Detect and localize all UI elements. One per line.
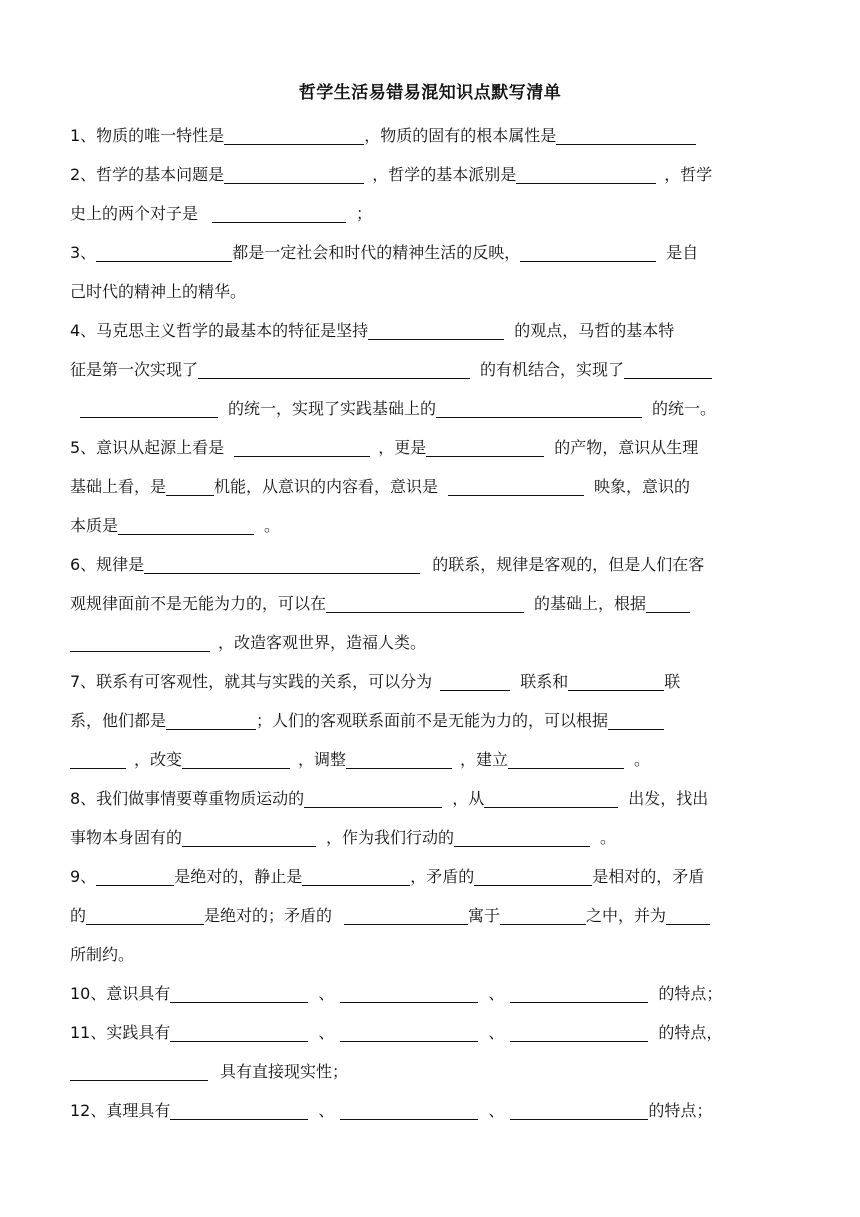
text-segment: ，改变 [134, 750, 183, 769]
answer-blank[interactable] [340, 1021, 478, 1042]
text-segment: 出发，找出 [628, 789, 709, 808]
answer-blank[interactable] [86, 904, 204, 925]
text-segment: 的联系，规律是客观的，但是人们在客 [432, 555, 705, 574]
question-1-line-1 [70, 116, 792, 155]
answer-blank[interactable] [666, 904, 710, 925]
answer-blank[interactable] [234, 436, 370, 457]
text-segment: 寓于 [468, 906, 501, 925]
answer-blank[interactable] [500, 904, 586, 925]
text-segment: ；人们的客观联系面前不是无能为力的，可以根据 [256, 711, 609, 730]
answer-blank[interactable] [510, 1021, 648, 1042]
text-segment: ，更是 [378, 438, 427, 457]
answer-blank[interactable] [326, 592, 524, 613]
text-segment: 10、意识具有 [70, 984, 171, 1003]
answer-blank[interactable] [508, 748, 624, 769]
answer-blank[interactable] [80, 397, 218, 418]
question-6-line-2 [70, 584, 792, 623]
question-5-line-2 [70, 467, 792, 506]
answer-blank[interactable] [568, 670, 664, 691]
answer-blank[interactable] [304, 787, 442, 808]
text-segment: 的观点，马哲的基本特 [514, 321, 675, 340]
text-segment: 是绝对的；矛盾的 [204, 906, 333, 925]
answer-blank[interactable] [96, 865, 174, 886]
answer-blank[interactable] [198, 358, 470, 379]
worksheet-body [70, 116, 792, 1130]
answer-blank[interactable] [510, 1099, 648, 1120]
answer-blank[interactable] [440, 670, 510, 691]
text-segment: 是自 [666, 243, 699, 262]
question-7-line-1 [70, 662, 792, 701]
text-segment: 11、实践具有 [70, 1023, 171, 1042]
text-segment: 8、我们做事情要尊重物质运动的 [70, 789, 305, 808]
answer-blank[interactable] [170, 982, 308, 1003]
answer-blank[interactable] [646, 592, 690, 613]
text-segment: 。 [634, 750, 651, 769]
text-segment: 之中，并为 [586, 906, 667, 925]
text-segment: 史上的两个对子是 [70, 204, 199, 223]
answer-blank[interactable] [368, 319, 504, 340]
text-segment: 3、 [70, 243, 97, 262]
answer-blank[interactable] [70, 748, 126, 769]
answer-blank[interactable] [340, 1099, 478, 1120]
question-9-line-2 [70, 896, 792, 935]
text-segment: 联系和 [520, 672, 569, 691]
text-segment: 5、意识从起源上看是 [70, 438, 225, 457]
answer-blank[interactable] [454, 826, 590, 847]
question-4-line-2 [70, 350, 792, 389]
question-12-line-1 [70, 1091, 792, 1130]
question-8-line-2 [70, 818, 792, 857]
text-segment: ，哲学的基本派别是 [372, 165, 517, 184]
answer-blank[interactable] [474, 865, 592, 886]
text-segment: 1、物质的唯一特性是 [70, 126, 225, 145]
answer-blank[interactable] [344, 904, 468, 925]
text-segment: 都是一定社会和时代的精神生活的反映， [232, 243, 521, 262]
text-segment: 。 [264, 516, 281, 535]
text-segment: 、 [488, 1023, 505, 1042]
text-segment: 的基础上，根据 [534, 594, 647, 613]
answer-blank[interactable] [448, 475, 584, 496]
question-2-line-2 [70, 194, 792, 233]
text-segment: 联 [664, 672, 681, 691]
answer-blank[interactable] [426, 436, 544, 457]
text-segment: 的 [70, 906, 87, 925]
text-segment: 所制约。 [70, 945, 135, 964]
text-segment: 本质是 [70, 516, 119, 535]
text-segment: 、 [488, 984, 505, 1003]
text-segment: ，建立 [460, 750, 509, 769]
answer-blank[interactable] [346, 748, 452, 769]
answer-blank[interactable] [166, 709, 256, 730]
text-segment: 机能，从意识的内容看，意识是 [214, 477, 439, 496]
text-segment: 。 [600, 828, 617, 847]
text-segment: 系，他们都是 [70, 711, 167, 730]
answer-blank[interactable] [118, 514, 254, 535]
answer-blank[interactable] [70, 1060, 208, 1081]
answer-blank[interactable] [510, 982, 648, 1003]
question-7-line-3 [70, 740, 792, 779]
text-segment: ，作为我们行动的 [326, 828, 455, 847]
text-segment: 映象，意识的 [594, 477, 691, 496]
answer-blank[interactable] [520, 241, 656, 262]
page-title: 哲学生活易错易混知识点默写清单 [298, 83, 562, 103]
answer-blank[interactable] [224, 124, 364, 145]
text-segment: 的统一，实现了实践基础上的 [228, 399, 437, 418]
text-segment: 6、规律是 [70, 555, 145, 574]
text-segment: 9、 [70, 867, 97, 886]
answer-blank[interactable] [182, 748, 290, 769]
answer-blank[interactable] [170, 1021, 308, 1042]
text-segment: ； [356, 204, 373, 223]
question-4-line-3 [70, 389, 792, 428]
text-segment: 己时代的精神上的精华。 [70, 282, 247, 301]
text-segment: 、 [318, 1101, 335, 1120]
text-segment: 是绝对的，静止是 [174, 867, 303, 886]
text-segment: 基础上看，是 [70, 477, 167, 496]
question-11-line-2 [70, 1052, 792, 1091]
question-9-line-3 [70, 935, 792, 974]
answer-blank[interactable] [182, 826, 316, 847]
question-9-line-1 [70, 857, 792, 896]
text-segment: 、 [318, 1023, 335, 1042]
text-segment: ，改造客观世界，造福人类。 [218, 633, 427, 652]
text-segment: 的特点， [658, 1023, 723, 1042]
answer-blank[interactable] [96, 241, 232, 262]
answer-blank[interactable] [484, 787, 618, 808]
text-segment: ，矛盾的 [410, 867, 475, 886]
text-segment: 的产物，意识从生理 [554, 438, 699, 457]
question-8-line-1 [70, 779, 792, 818]
answer-blank[interactable] [516, 163, 656, 184]
question-6-line-3 [70, 623, 792, 662]
answer-blank[interactable] [212, 202, 346, 223]
question-3-line-1 [70, 233, 792, 272]
question-11-line-1 [70, 1013, 792, 1052]
answer-blank[interactable] [608, 709, 664, 730]
answer-blank[interactable] [340, 982, 478, 1003]
answer-blank[interactable] [170, 1099, 308, 1120]
answer-blank[interactable] [144, 553, 420, 574]
question-6-line-1 [70, 545, 792, 584]
text-segment: ，调整 [298, 750, 347, 769]
text-segment: 的统一。 [652, 399, 717, 418]
answer-blank[interactable] [70, 631, 210, 652]
text-segment: 、 [318, 984, 335, 1003]
text-segment: 的特点； [648, 1101, 713, 1120]
text-segment: ，物质的固有的根本属性是 [364, 126, 557, 145]
text-segment: 12、真理具有 [70, 1101, 171, 1120]
question-10-line-1 [70, 974, 792, 1013]
answer-blank[interactable] [556, 124, 696, 145]
question-3-line-2 [70, 272, 792, 311]
answer-blank[interactable] [224, 163, 364, 184]
text-segment: 具有直接现实性； [220, 1062, 349, 1081]
text-segment: 4、马克思主义哲学的最基本的特征是坚持 [70, 321, 369, 340]
text-segment: 征是第一次实现了 [70, 360, 199, 379]
text-segment: 观规律面前不是无能为力的，可以在 [70, 594, 327, 613]
question-2-line-1 [70, 155, 792, 194]
answer-blank[interactable] [302, 865, 410, 886]
text-segment: ，哲学 [664, 165, 713, 184]
text-segment: 是相对的，矛盾 [592, 867, 705, 886]
text-segment: 的特点； [658, 984, 723, 1003]
question-5-line-1 [70, 428, 792, 467]
question-4-line-1 [70, 311, 792, 350]
question-7-line-2 [70, 701, 792, 740]
text-segment: 2、哲学的基本问题是 [70, 165, 225, 184]
text-segment: 的有机结合，实现了 [480, 360, 625, 379]
answer-blank[interactable] [436, 397, 642, 418]
text-segment: 、 [488, 1101, 505, 1120]
question-5-line-3 [70, 506, 792, 545]
answer-blank[interactable] [624, 358, 712, 379]
text-segment: 事物本身固有的 [70, 828, 183, 847]
text-segment: ，从 [452, 789, 485, 808]
text-segment: 7、联系有可客观性，就其与实践的关系，可以分为 [70, 672, 433, 691]
answer-blank[interactable] [166, 475, 214, 496]
